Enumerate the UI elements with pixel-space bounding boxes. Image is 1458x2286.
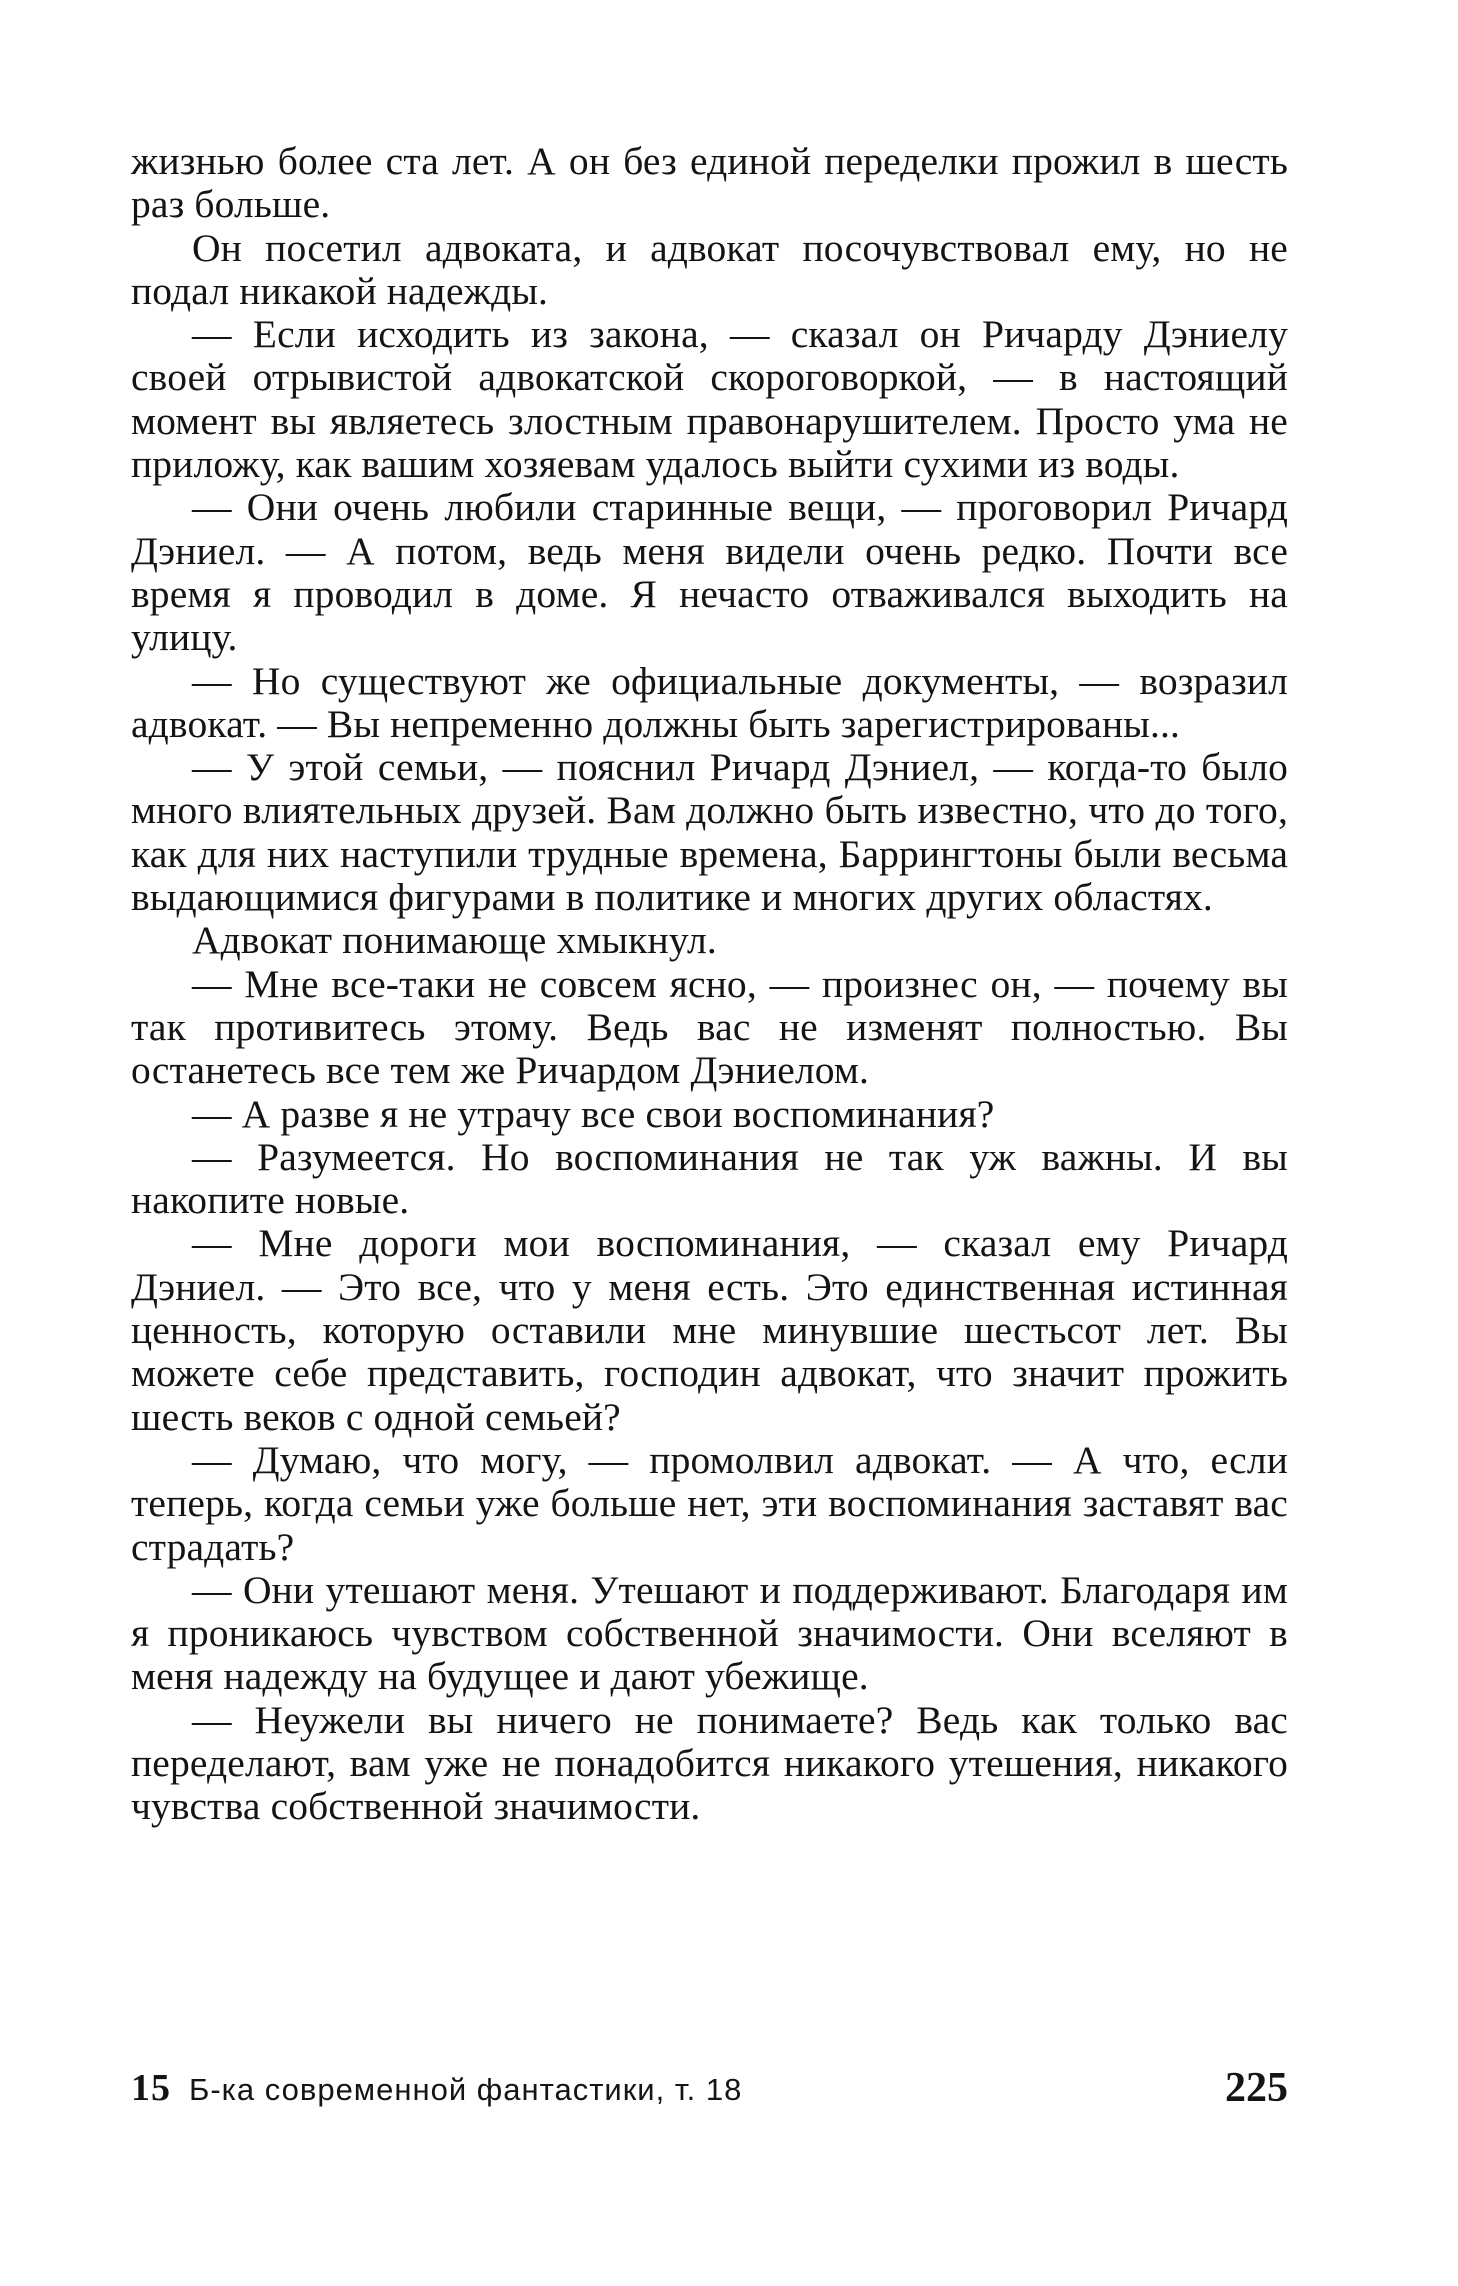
printer-signature [131,2066,742,2110]
text-block [131,140,1288,1829]
signature-text: Б-ка современной фантастики, т. 18 [189,2072,743,2107]
paragraph: — Думаю, что могу, — промолвил адвокат. — А что, если теперь, когда семьи уже больше нет, эти воспоминания заставят вас страдать? [131,1437,1288,1569]
paragraph: — Мне все-таки не совсем ясно, — произнес он, — почему вы так противитесь этому. Ведь вас не изменят полностью. Вы останетесь все тем же Ричардом Дэниелом. [131,961,1288,1093]
paragraph: — Мне дороги мои воспоминания, — сказал ему Ричард Дэниел. — Это все, что у меня есть. Это единственная истинная ценность, которую оставили мне минувшие шестьсот лет. Вы можете себе представить, господин адвокат, что значит прожить шесть веков с одной семьей? [131,1221,1288,1439]
paragraph: — А разве я не утрачу все свои воспоминания? [192,1091,995,1136]
paragraph: — Если исходить из закона, — сказал он Ричарду Дэниелу своей отрывистой адвокатской скороговоркой, — в настоящий момент вы являетесь злостным правонарушителем. Просто ума не приложу, как вашим хозяевам удалось выйти сухими из воды. [131,312,1288,487]
paragraph: — Неужели вы ничего не понимаете? Ведь как только вас переделают, вам уже не понадобится никакого утешения, никакого чувства собственной значимости. [131,1697,1288,1829]
signature-number: 15 [131,2067,171,2109]
page-body [131,140,1288,1829]
paragraph: — У этой семьи, — пояснил Ричард Дэниел, — когда-то было много влиятельных друзей. Вам должно быть известно, что до того, как для них наступили трудные времена, Баррингтоны были весьма выдающимися фигурами в политике и многих других областях. [131,745,1288,920]
paragraph: — Разумеется. Но воспоминания не так уж важны. И вы накопите новые. [131,1134,1288,1223]
paragraph: — Они очень любили старинные вещи, — проговорил Ричард Дэниел. — А потом, ведь меня видели очень редко. Почти все время я проводил в доме. Я нечасто отваживался выходить на улицу. [131,485,1288,660]
paragraph: Адвокат понимающе хмыкнул. [192,918,717,963]
paragraph: жизнью более ста лет. А он без единой переделки прожил в шесть раз больше. [131,139,1288,227]
paragraph: — Но существуют же официальные документы, — возразил адвокат. — Вы непременно должны быть зарегистрированы... [131,658,1288,746]
page-number: 225 [1225,2065,1288,2111]
paragraph: — Они утешают меня. Утешают и поддерживают. Благодаря им я проникаюсь чувством собственной значимости. Они вселяют в меня надежду на будущее и дают убежище. [131,1567,1288,1699]
paragraph: Он посетил адвоката, и адвокат посочувствовал ему, но не подал никакой надежды. [131,225,1288,313]
page-footer [131,2064,1288,2114]
